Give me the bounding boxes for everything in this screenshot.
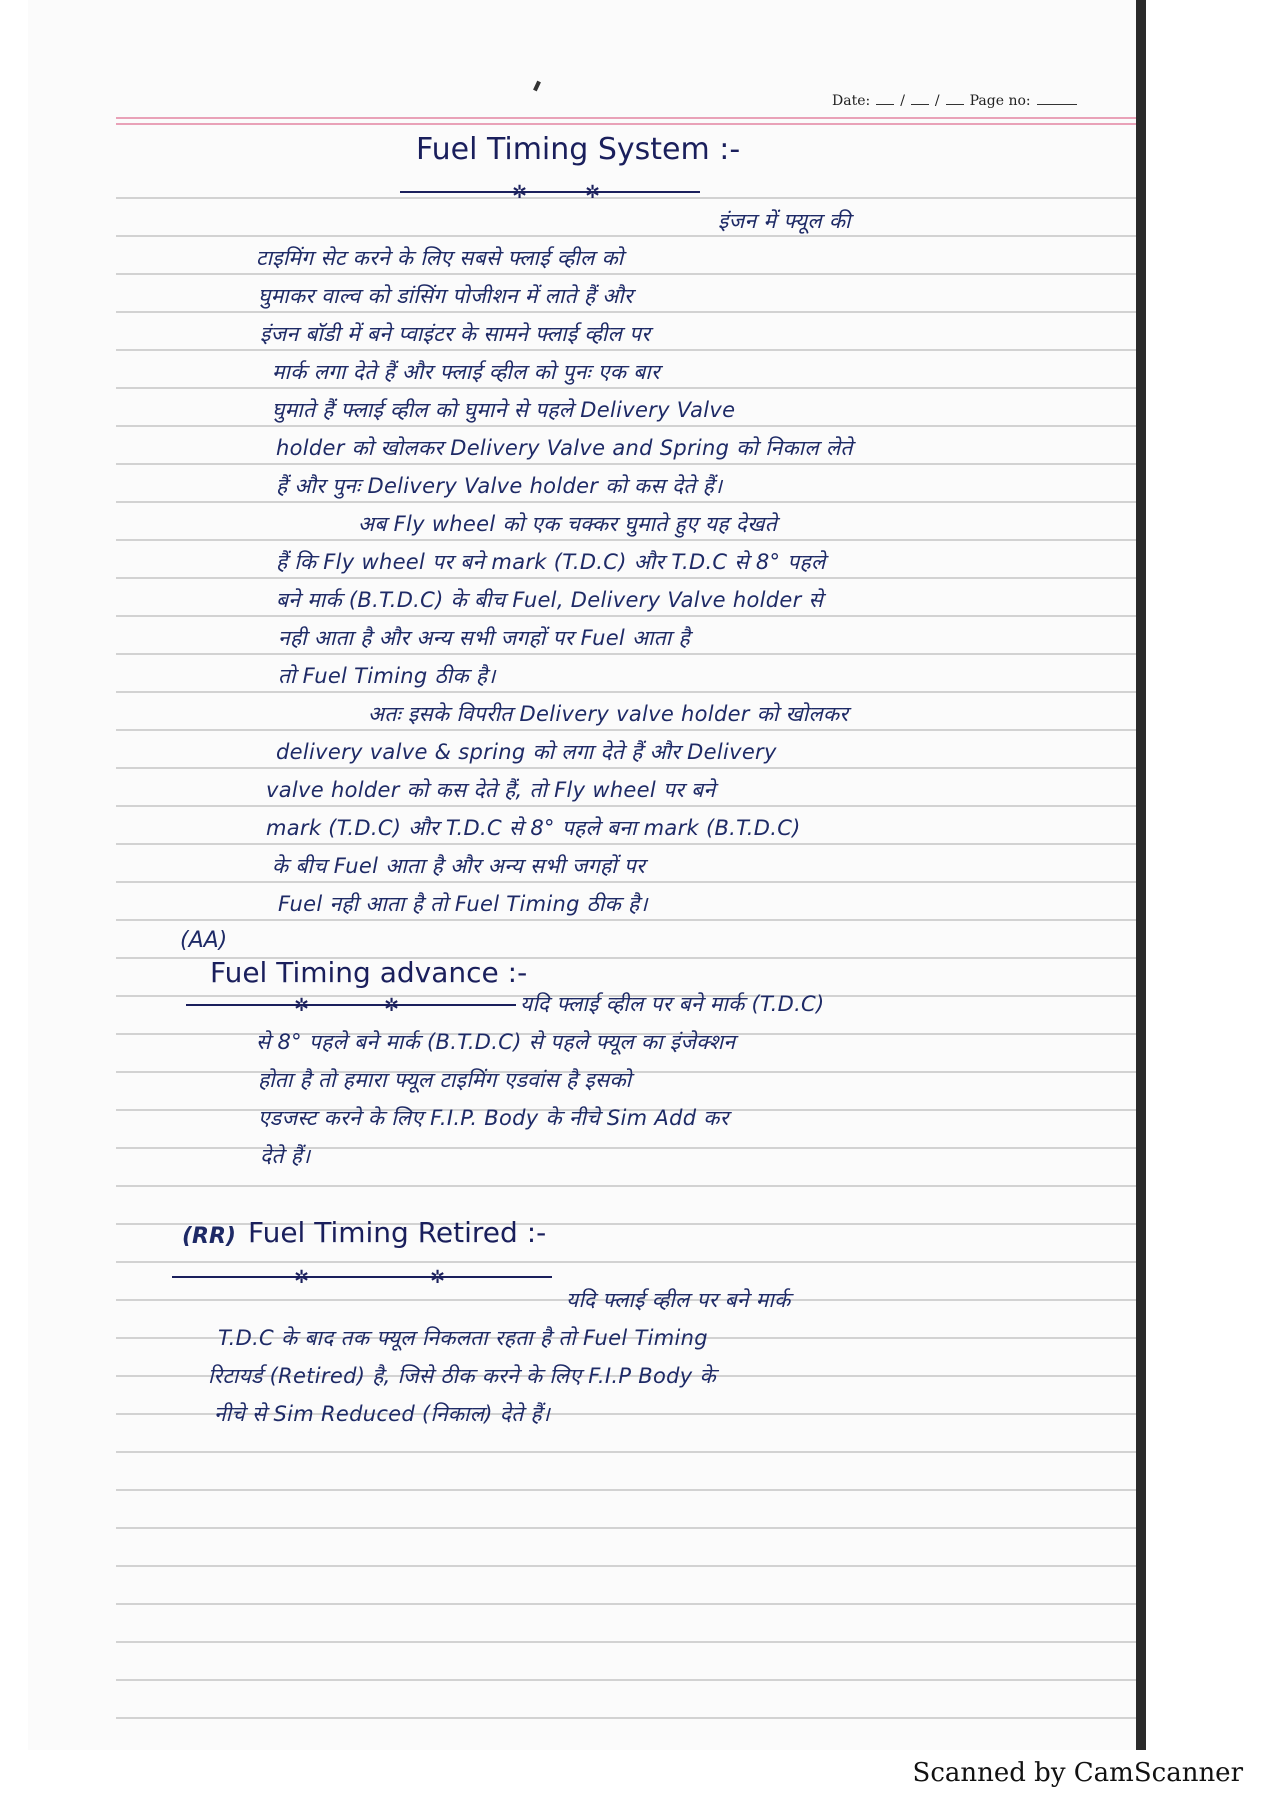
text-line: मार्क लगा देते हैं और फ्लाई व्हील को पुनः एक बार: [272, 360, 660, 384]
title-underline-decoration: [400, 178, 700, 206]
text-line: अतः इसके विपरीत Delivery valve holder को खोलकर: [368, 702, 849, 726]
title-underline-decoration: [186, 992, 516, 1018]
text-line: T.D.C के बाद तक फ्यूल निकलता रहता है तो Fuel Timing: [218, 1326, 708, 1350]
text-line: हैं कि Fly wheel पर बने mark (T.D.C) और T.D.C से 8° पहले: [276, 550, 826, 574]
text-line: टाइमिंग सेट करने के लिए सबसे फ्लाई व्हील को: [256, 246, 624, 270]
scanner-watermark: Scanned by CamScanner: [912, 1758, 1243, 1788]
text-line: घुमाकर वाल्व को डांसिंग पोजीशन में लाते हैं और: [258, 284, 633, 308]
section-tag-aa: (AA): [180, 928, 228, 953]
text-line: अब Fly wheel को एक चक्कर घुमाते हुए यह देखते: [358, 512, 777, 536]
text-line: देते हैं।: [260, 1144, 311, 1168]
section-title-fuel-timing-retired: Fuel Timing Retired :-: [248, 1216, 547, 1249]
text-line: नही आता है और अन्य सभी जगहों पर Fuel आता है: [278, 626, 690, 650]
date-page-header: [832, 92, 1083, 109]
text-line: इंजन में फ्यूल की: [718, 209, 851, 233]
svg-text:✲: ✲: [585, 182, 601, 203]
text-line: holder को खोलकर Delivery Valve and Spring को निकाल लेते: [276, 436, 853, 460]
text-line: एडजस्ट करने के लिए F.I.P. Body के नीचे Sim Add कर: [258, 1106, 729, 1130]
text-line: valve holder को कस देते हैं, तो Fly wheel पर बने: [266, 778, 716, 802]
text-line: हैं और पुनः Delivery Valve holder को कस देते हैं।: [276, 474, 723, 498]
section-title-fuel-timing-advance: Fuel Timing advance :-: [210, 956, 528, 989]
svg-text:✲: ✲: [430, 1267, 446, 1288]
svg-text:✲: ✲: [294, 995, 310, 1016]
text-line: के बीच Fuel आता है और अन्य सभी जगहों पर: [272, 854, 645, 878]
section-title-fuel-timing-system: Fuel Timing System :-: [416, 132, 741, 167]
date-separator: /: [934, 93, 940, 109]
text-line: mark (T.D.C) और T.D.C से 8° पहले बना mark (B.T.D.C): [266, 816, 801, 840]
page-no-label: Page no:: [969, 93, 1031, 109]
text-line: इंजन बॉडी में बने प्वाइंटर के सामने फ्लाई व्हील पर: [260, 322, 651, 346]
svg-text:✲: ✲: [384, 995, 400, 1016]
date-label: Date:: [832, 93, 871, 109]
section-tag-rr: (RR): [182, 1224, 236, 1249]
text-line: तो Fuel Timing ठीक है।: [278, 664, 496, 688]
text-line: घुमाते हैं फ्लाई व्हील को घुमाने से पहले Delivery Valve: [272, 398, 736, 422]
svg-text:✲: ✲: [512, 182, 528, 203]
title-underline-decoration: [172, 1264, 552, 1290]
text-line: यदि फ्लाई व्हील पर बने मार्क: [566, 1288, 791, 1312]
text-line: नीचे से Sim Reduced (निकाल) देते हैं।: [214, 1402, 551, 1426]
notebook-page: [28, 0, 1146, 1750]
text-line: यदि फ्लाई व्हील पर बने मार्क (T.D.C): [520, 992, 825, 1016]
date-separator: /: [900, 93, 905, 109]
text-line: delivery valve & spring को लगा देते हैं और Delivery: [276, 740, 777, 764]
text-line: बने मार्क (B.T.D.C) के बीच Fuel, Delivery Valve holder से: [276, 588, 824, 612]
text-line: होता है तो हमारा फ्यूल टाइमिंग एडवांस है इसको: [258, 1068, 632, 1092]
text-line: से 8° पहले बने मार्क (B.T.D.C) से पहले फ्यूल का इंजेक्शन: [256, 1030, 736, 1054]
text-line: Fuel नही आता है तो Fuel Timing ठीक है।: [278, 892, 648, 916]
text-line: रिटायर्ड (Retired) है, जिसे ठीक करने के लिए F.I.P Body के: [208, 1364, 716, 1388]
svg-text:✲: ✲: [294, 1267, 310, 1288]
